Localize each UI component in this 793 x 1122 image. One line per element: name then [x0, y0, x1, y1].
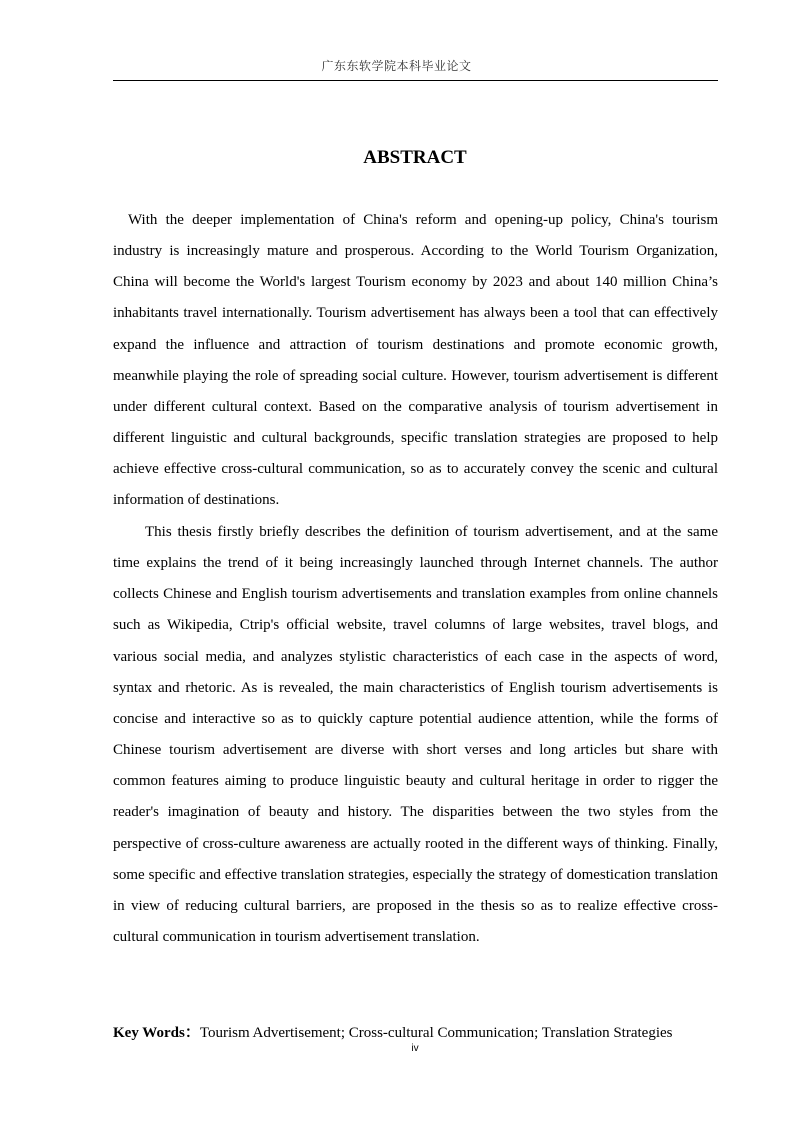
abstract-paragraph-1: With the deeper implementation of China's reform and opening-up policy, China's tourism industry is increasingly mature and prosperous. According to the World Tourism Organization, China will become the World's largest Tourism economy by 2023 and about 140 million China’s inhabitants travel internationally. Tourism advertisement has always been a tool that can effectively expand the influence and attraction of tourism destinations and promote economic growth, meanwhile playing the role of spreading social culture. However, tourism advertisement is different under different cultural context. Based on the comparative analysis of tourism advertisement in different linguistic and cultural backgrounds, specific translation strategies are proposed to help achieve effective cross-cultural communication, so as to accurately convey the scenic and cultural information of destinations. — [113, 212, 718, 509]
header-divider — [113, 80, 718, 81]
keywords-text: Tourism Advertisement; Cross-cultural Communication; Translation Strategies — [199, 1025, 673, 1041]
page-number: iv — [411, 1043, 419, 1054]
keywords-label: Key Words： — [113, 1025, 200, 1041]
running-header: 广东东软学院本科毕业论文 — [321, 59, 472, 73]
keywords-line — [113, 1021, 733, 1042]
abstract-paragraph-2: This thesis firstly briefly describes the definition of tourism advertisement, and at the same time explains the trend of it being increasingly launched through Internet channels. The author collects Chinese and English tourism advertisements and translation examples from online channels such as Wikipedia, Ctrip's official website, travel columns of large websites, travel blogs, and various social media, and analyzes stylistic characteristics of each case in the aspects of word, syntax and rhetoric. As is revealed, the main characteristics of English tourism advertisements is concise and interactive so as to quickly capture potential audience attention, while the forms of Chinese tourism advertisement are diverse with short verses and long articles but share with common features aiming to produce linguistic beauty and cultural heritage in order to rigger the reader's imagination of beauty and history. The disparities between the two styles from the perspective of cross-culture awareness are actually rooted in the different ways of thinking. Finally, some specific and effective translation strategies, especially the strategy of domestication translation in view of reducing cultural barriers, are proposed in the thesis so as to realize effective cross-cultural communication in tourism advertisement translation. — [113, 524, 718, 946]
abstract-title: ABSTRACT — [363, 147, 467, 168]
